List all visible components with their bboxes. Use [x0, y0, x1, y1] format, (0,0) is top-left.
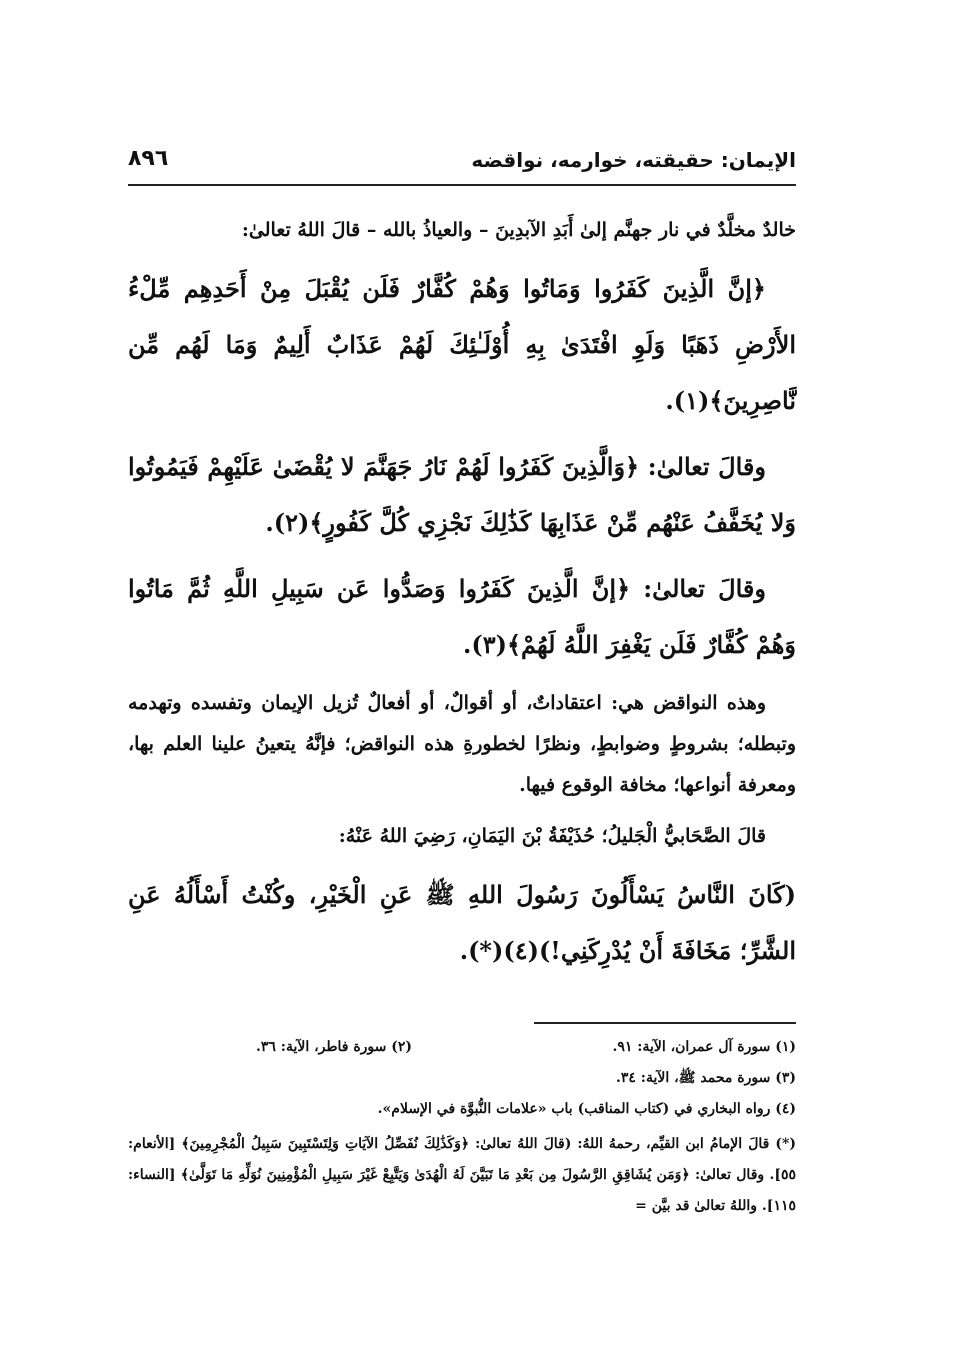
footnote-3: (٣) سورة محمد ﷺ، الآية: ٣٤. [616, 1070, 796, 1086]
footnote-row-1 [256, 1032, 796, 1063]
quran-verse-1: ﴿إنَّ الَّذِينَ كَفَرُوا وَمَاتُوا وَهُمْ كُفَّارٌ فَلَن يُقْبَلَ مِنْ أَحَدِهِم مِّلْءُ الأَرْضِ ذَهَبًا وَلَوِ افْتَدَىٰ بِهِ أُوْلَـٰئِكَ لَهُمْ عَذَابٌ أَلِيمٌ وَمَا لَهُم مِّن نَّاصِرِينَ﴾(١). [128, 274, 796, 415]
paragraph-nawaqid: وهذه النواقض هي: اعتقاداتٌ، أو أقوالٌ، أو أفعالٌ تُزيل الإيمان وتفسده وتهدمه وتبطله؛ بشروطٍ وضوابطٍ، ونظرًا لخطورةِ هذه النواقض؛ فإنَّهُ يتعينُ علينا العلم بها، ومعرفة أنواعها؛ مخافة الوقوع فيها. [128, 692, 796, 796]
quran-verse-3: وقالَ تعالىٰ: ﴿إنَّ الَّذِينَ كَفَرُوا وَصَدُّوا عَن سَبِيلِ اللَّهِ ثُمَّ مَاتُوا وَهُمْ كُفَّارٌ فَلَن يَغْفِرَ اللَّهُ لَهُمْ﴾(٣). [128, 574, 796, 659]
footnote-divider [534, 1022, 796, 1024]
footnote-4: (٤) رواه البخاري في (كتاب المناقب) باب «علامات النُّبوَّة في الإسلام». [377, 1101, 796, 1117]
paragraph-intro: خالدٌ مخلَّدٌ في نار جهنَّم إلىٰ أَبَدِ الآبدِينَ – والعياذُ بالله – قالَ اللهُ تعالىٰ: [241, 219, 796, 241]
footnotes [128, 1022, 796, 1222]
quran-verse-2: وقالَ تعالىٰ: ﴿وَالَّذِينَ كَفَرُوا لَهُمْ نَارُ جَهَنَّمَ لا يُقْضَىٰ عَلَيْهِمْ فَيَمُوتُوا وَلا يُخَفَّفُ عَنْهُم مِّنْ عَذَابِهَا كَذَٰلِكَ نَجْزِي كُلَّ كَفُورٍ﴾(٢). [128, 452, 796, 537]
footnote-2: (٢) سورة فاطر، الآية: ٣٦. [256, 1039, 413, 1055]
running-header [128, 142, 796, 186]
paragraph-hudhayfah: قالَ الصَّحَابيُّ الْجَليلُ؛ حُذَيْفَةُ بْنَ اليَمَانِ، رَضِيَ اللهُ عَنْهُ: [338, 825, 766, 847]
page-number: ٨٩٦ [128, 146, 169, 171]
running-title: الإيمان: حقيقته، خوارمه، نواقضه [471, 148, 796, 172]
footnote-1: (١) سورة آل عمران، الآية: ٩١. [612, 1039, 796, 1055]
main-text [128, 210, 796, 989]
footnote-star: (*) قالَ الإمامُ ابن القيِّم، رحمهُ اللهُ: (قالَ اللهُ تعالىٰ: ﴿وَكَذَٰلِكَ نُفَصِّلُ الآيَاتِ وَلِتَسْتَبِينَ سَبِيلُ الْمُجْرِمِينَ﴾ [الأنعام: ٥٥]. وقال تعالىٰ: ﴿وَمَن يُشَاقِقِ الرَّسُولَ مِن بَعْدِ مَا تَبَيَّنَ لَهُ الْهُدَىٰ وَيَتَّبِعْ غَيْرَ سَبِيلِ الْمُؤْمِنِينَ نُوَلِّهِ مَا تَوَلَّىٰ﴾ [النساء: ١١٥]. واللهُ تعالىٰ قد بيَّن = [128, 1136, 796, 1214]
hadith-quote: (كَانَ النَّاسُ يَسْأَلُونَ رَسُولَ اللهِ ﷺ عَنِ الْخَيْرِ، وكُنْتُ أَسْأَلُهُ عَنِ الشَّرِّ؛ مَخَافَةَ أَنْ يُدْرِكَنِي!)(٤)(*). [128, 880, 796, 965]
